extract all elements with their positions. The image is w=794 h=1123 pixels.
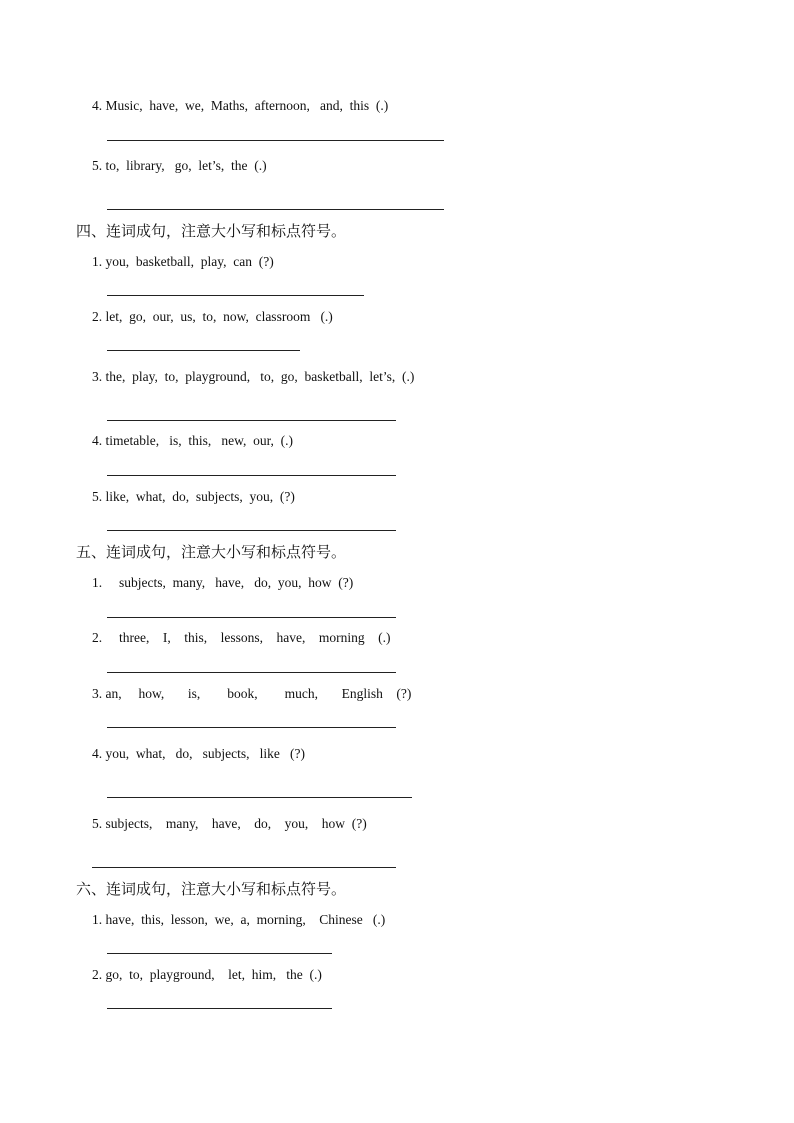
- answer-line[interactable]: [107, 475, 396, 476]
- section-5-question-3: 3. an, how, is, book, much, English (?): [92, 686, 412, 701]
- section-4-question-3: 3. the, play, to, playground, to, go, basketball, let’s, (.): [92, 369, 415, 384]
- answer-line[interactable]: [107, 420, 396, 421]
- answer-line[interactable]: [107, 953, 332, 954]
- section-6-heading: 六、连词成句，注意大小写和标点符号。: [76, 880, 347, 898]
- answer-line[interactable]: [107, 140, 444, 141]
- section-6-question-1: 1. have, this, lesson, we, a, morning, Chinese (.): [92, 912, 386, 927]
- section-5-question-2: 2. three, I, this, lessons, have, morning (.): [92, 630, 391, 645]
- question-top-4: 4. Music, have, we, Maths, afternoon, and, this (.): [92, 98, 389, 113]
- answer-line[interactable]: [107, 617, 396, 618]
- section-4-question-1: 1. you, basketball, play, can (?): [92, 254, 274, 269]
- answer-line[interactable]: [107, 350, 300, 351]
- section-4-question-2: 2. let, go, our, us, to, now, classroom (.): [92, 309, 333, 324]
- section-4-question-4: 4. timetable, is, this, new, our, (.): [92, 433, 294, 448]
- answer-line[interactable]: [107, 295, 364, 296]
- section-4-question-5: 5. like, what, do, subjects, you, (?): [92, 489, 295, 504]
- section-4-heading: 四、连词成句，注意大小写和标点符号。: [76, 222, 347, 240]
- answer-line[interactable]: [92, 867, 396, 868]
- answer-line[interactable]: [107, 1008, 332, 1009]
- section-6-question-2: 2. go, to, playground, let, him, the (.): [92, 967, 322, 982]
- answer-line[interactable]: [107, 209, 444, 210]
- answer-line[interactable]: [107, 530, 396, 531]
- section-5-question-1: 1. subjects, many, have, do, you, how (?): [92, 575, 354, 590]
- answer-line[interactable]: [107, 672, 396, 673]
- answer-line[interactable]: [107, 797, 412, 798]
- section-5-question-4: 4. you, what, do, subjects, like (?): [92, 746, 305, 761]
- question-top-5: 5. to, library, go, let’s, the (.): [92, 158, 267, 173]
- answer-line[interactable]: [107, 727, 396, 728]
- section-5-question-5: 5. subjects, many, have, do, you, how (?): [92, 816, 367, 831]
- section-5-heading: 五、连词成句，注意大小写和标点符号。: [76, 543, 347, 561]
